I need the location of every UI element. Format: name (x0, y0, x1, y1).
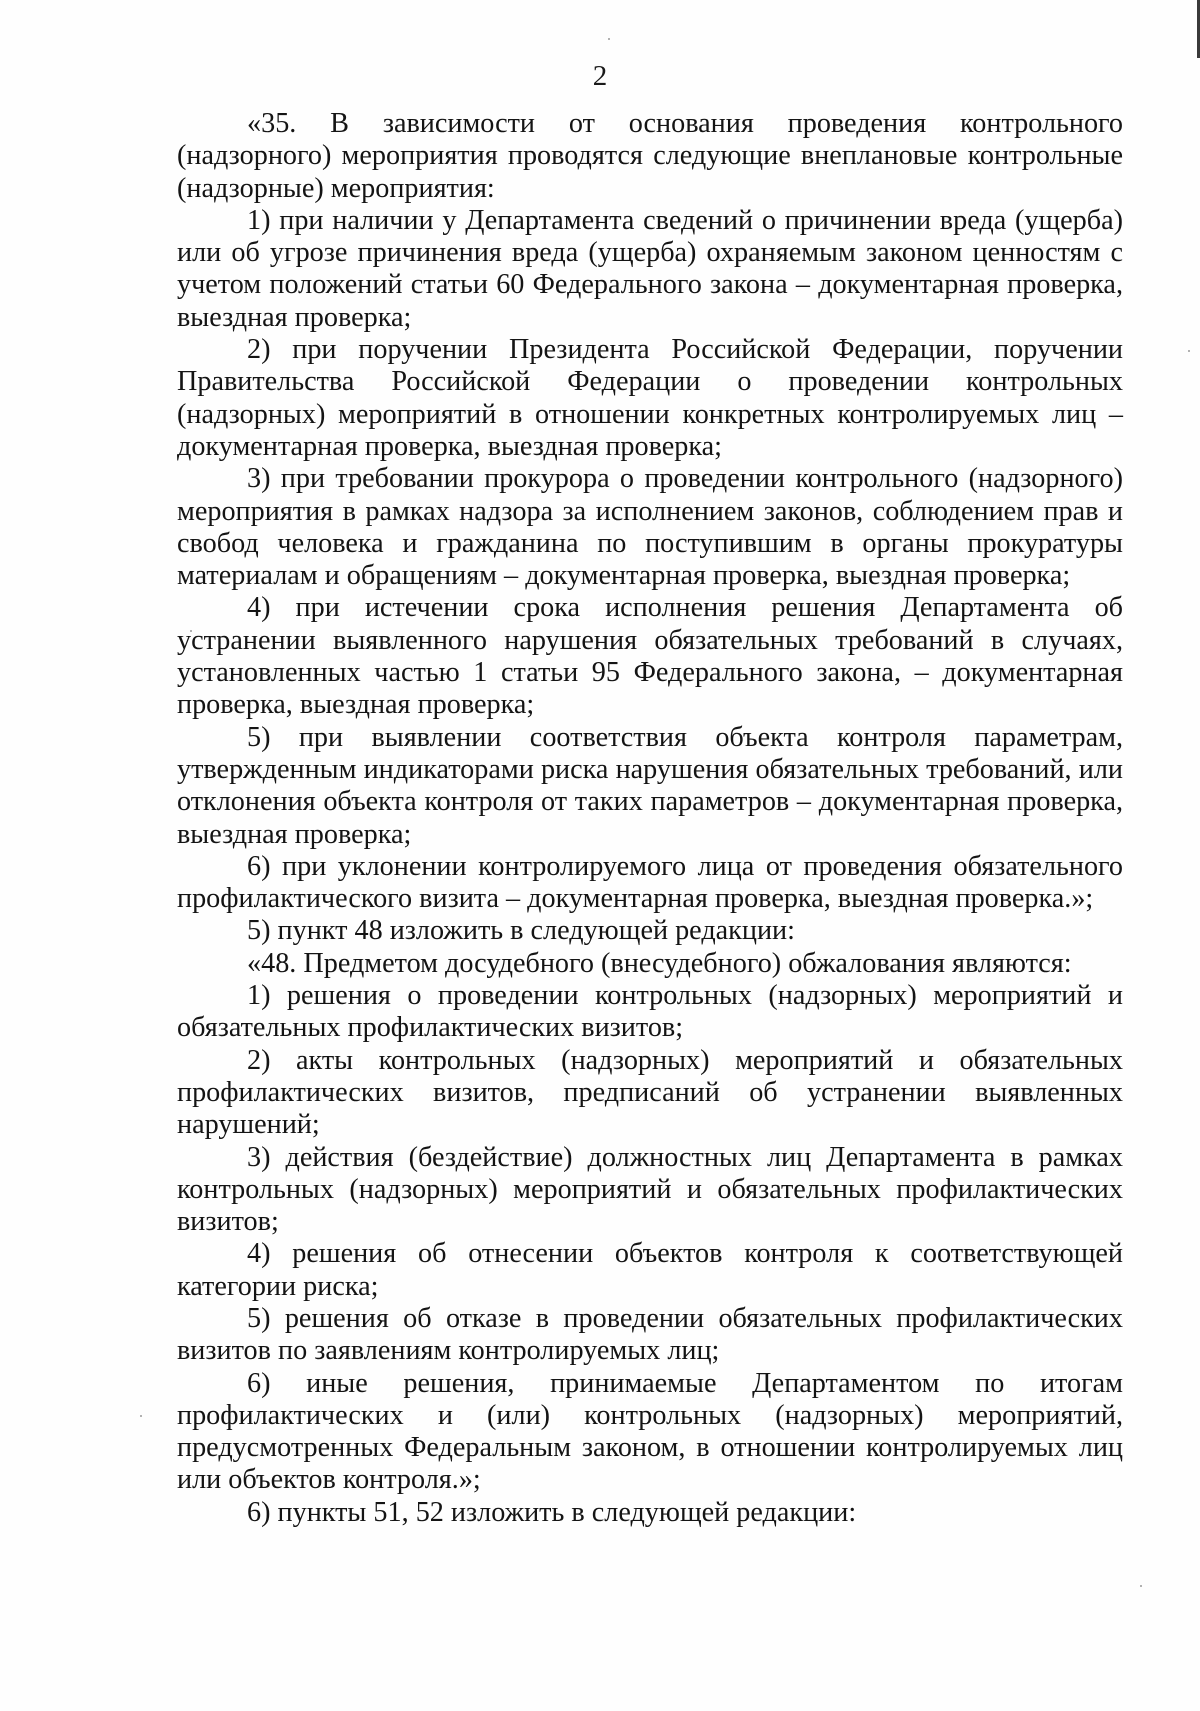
paragraph: 3) при требовании прокурора о проведении контрольного (надзорного) мероприятия в рамках надзора за исполнением законов, соблюдением прав и свобод человека и гражданина по поступившим в органы прокуратуры материалам и обращениям – документарная проверка, выездная проверка; (177, 463, 1123, 592)
paragraph: 5) при выявлении соответствия объекта контроля параметрам, утвержденным индикаторами риска нарушения обязательных требований, или отклонения объекта контроля от таких параметров – документарная проверка, выездная проверка; (177, 721, 1123, 850)
paragraph: 5) пункт 48 изложить в следующей редакции: (247, 915, 795, 947)
paragraph: 1) решения о проведении контрольных (надзорных) мероприятий и обязательных профилактических визитов; (177, 980, 1123, 1044)
paragraph: 2) акты контрольных (надзорных) мероприятий и обязательных профилактических визитов, предписаний об устранении выявленных нарушений; (177, 1044, 1123, 1141)
paragraph: 4) решения об отнесении объектов контроля к соответствующей категории риска; (177, 1238, 1123, 1302)
scan-speck (1140, 1585, 1142, 1587)
paragraph: «48. Предметом досудебного (внесудебного) обжалования являются: (247, 947, 1072, 979)
paragraph: 6) при уклонении контролируемого лица от проведения обязательного профилактического визита – документарная проверка, выездная проверка.»; (177, 850, 1123, 915)
scan-speck (1188, 350, 1190, 352)
scan-speck (140, 1415, 142, 1417)
paragraph: 3) действия (бездействие) должностных лиц Департамента в рамках контрольных (надзорных) мероприятий и обязательных профилактических визитов; (177, 1141, 1123, 1238)
paragraph: 4) при истечении срока исполнения решения Департамента об устранении выявленного нарушения обязательных требований в случаях, установленных частью 1 статьи 95 Федерального закона, – документарная проверка, выездная проверка; (177, 592, 1123, 721)
paragraph: 6) пункты 51, 52 изложить в следующей редакции: (247, 1496, 857, 1528)
paragraph: 1) при наличии у Департамента сведений о причинении вреда (ущерба) или об угрозе причинения вреда (ущерба) охраняемым законом ценностям с учетом положений статьи 60 Федерального закона – документарная проверка, выездная проверка; (177, 204, 1123, 333)
paragraph: 5) решения об отказе в проведении обязательных профилактических визитов по заявлениям контролируемых лиц; (177, 1302, 1123, 1367)
paragraph: «35. В зависимости от основания проведения контрольного (надзорного) мероприятия проводятся следующие внеплановые контрольные (надзорные) мероприятия: (177, 108, 1123, 204)
document-body (177, 108, 1123, 1529)
scan-speck (608, 38, 610, 40)
page-number: 2 (592, 60, 608, 92)
paragraph: 6) иные решения, принимаемые Департаментом по итогам профилактических и (или) контрольных (надзорных) мероприятий, предусмотренных Федеральным законом, в отношении контролируемых лиц или объектов контроля.»; (177, 1367, 1123, 1496)
paragraph: 2) при поручении Президента Российской Федерации, поручении Правительства Российской Федерации о проведении контрольных (надзорных) мероприятий в отношении конкретных контролируемых лиц – документарная проверка, выездная проверка; (177, 334, 1123, 462)
